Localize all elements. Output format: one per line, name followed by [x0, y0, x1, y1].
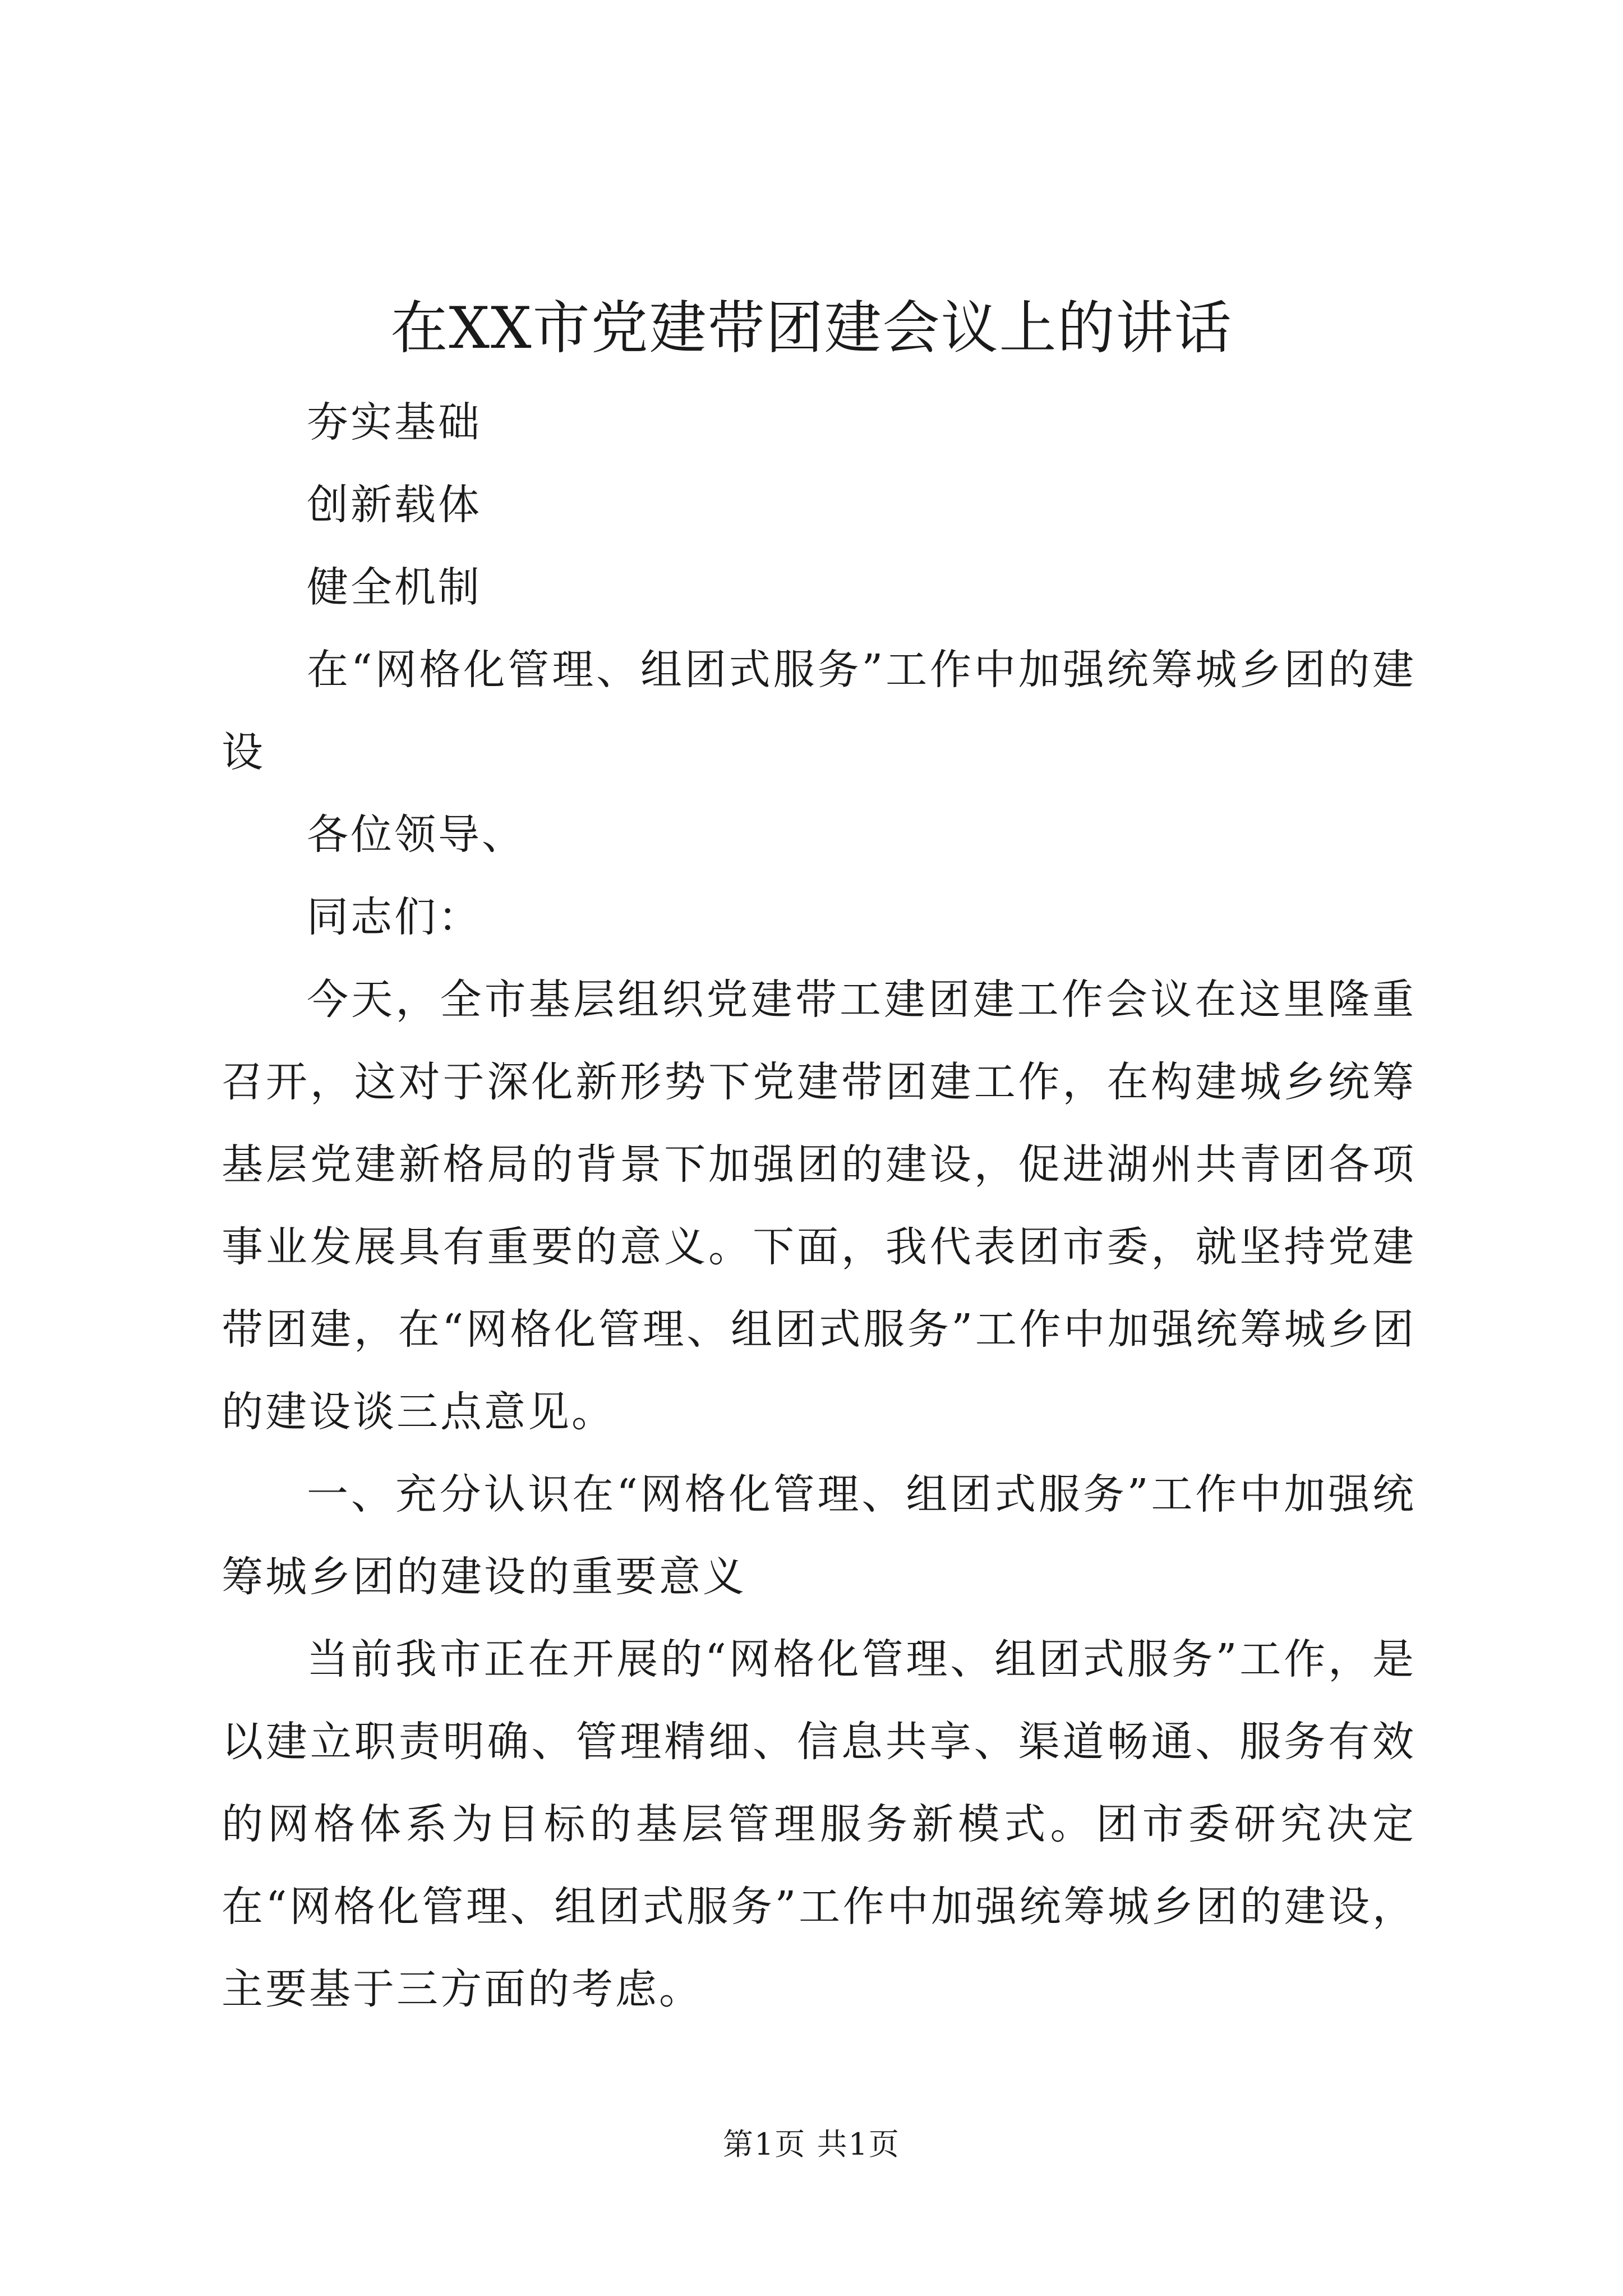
- paragraph-6: 同志们：: [307, 893, 482, 941]
- paragraph-2: 创新载体: [307, 481, 482, 529]
- document-body: [222, 381, 1416, 2031]
- paragraph-3: 健全机制: [307, 563, 482, 611]
- paragraph-5: 各位领导、: [307, 811, 525, 859]
- page-footer: 第1页 共1页: [723, 2127, 900, 2162]
- section-heading-1: 一、充分认识在“网格化管理、组团式服务”工作中加强统筹城乡团的建设的重要意义: [222, 1470, 1416, 1601]
- paragraph-9: 当前我市正在开展的“网格化管理、组团式服务”工作，是以建立职责明确、管理精细、信息共享、渠道畅通、服务有效的网格体系为目标的基层管理服务新模式。团市委研究决定在“网格化管理、组团式服务”工作中加强统筹城乡团的建设，主要基于三方面的考虑。: [222, 1635, 1416, 2013]
- paragraph-4: 在“网格化管理、组团式服务”工作中加强统筹城乡团的建设: [222, 646, 1416, 776]
- paragraph-7: 今天，全市基层组织党建带工建团建工作会议在这里隆重召开，这对于深化新形势下党建带团建工作，在构建城乡统筹基层党建新格局的背景下加强团的建设，促进湖州共青团各项事业发展具有重要的意义。下面，我代表团市委，就坚持党建带团建，在“网格化管理、组团式服务”工作中加强统筹城乡团的建设谈三点意见。: [222, 976, 1416, 1436]
- paragraph-1: 夯实基础: [307, 398, 482, 447]
- document-title: 在XX市党建带团建会议上的讲话: [390, 295, 1233, 362]
